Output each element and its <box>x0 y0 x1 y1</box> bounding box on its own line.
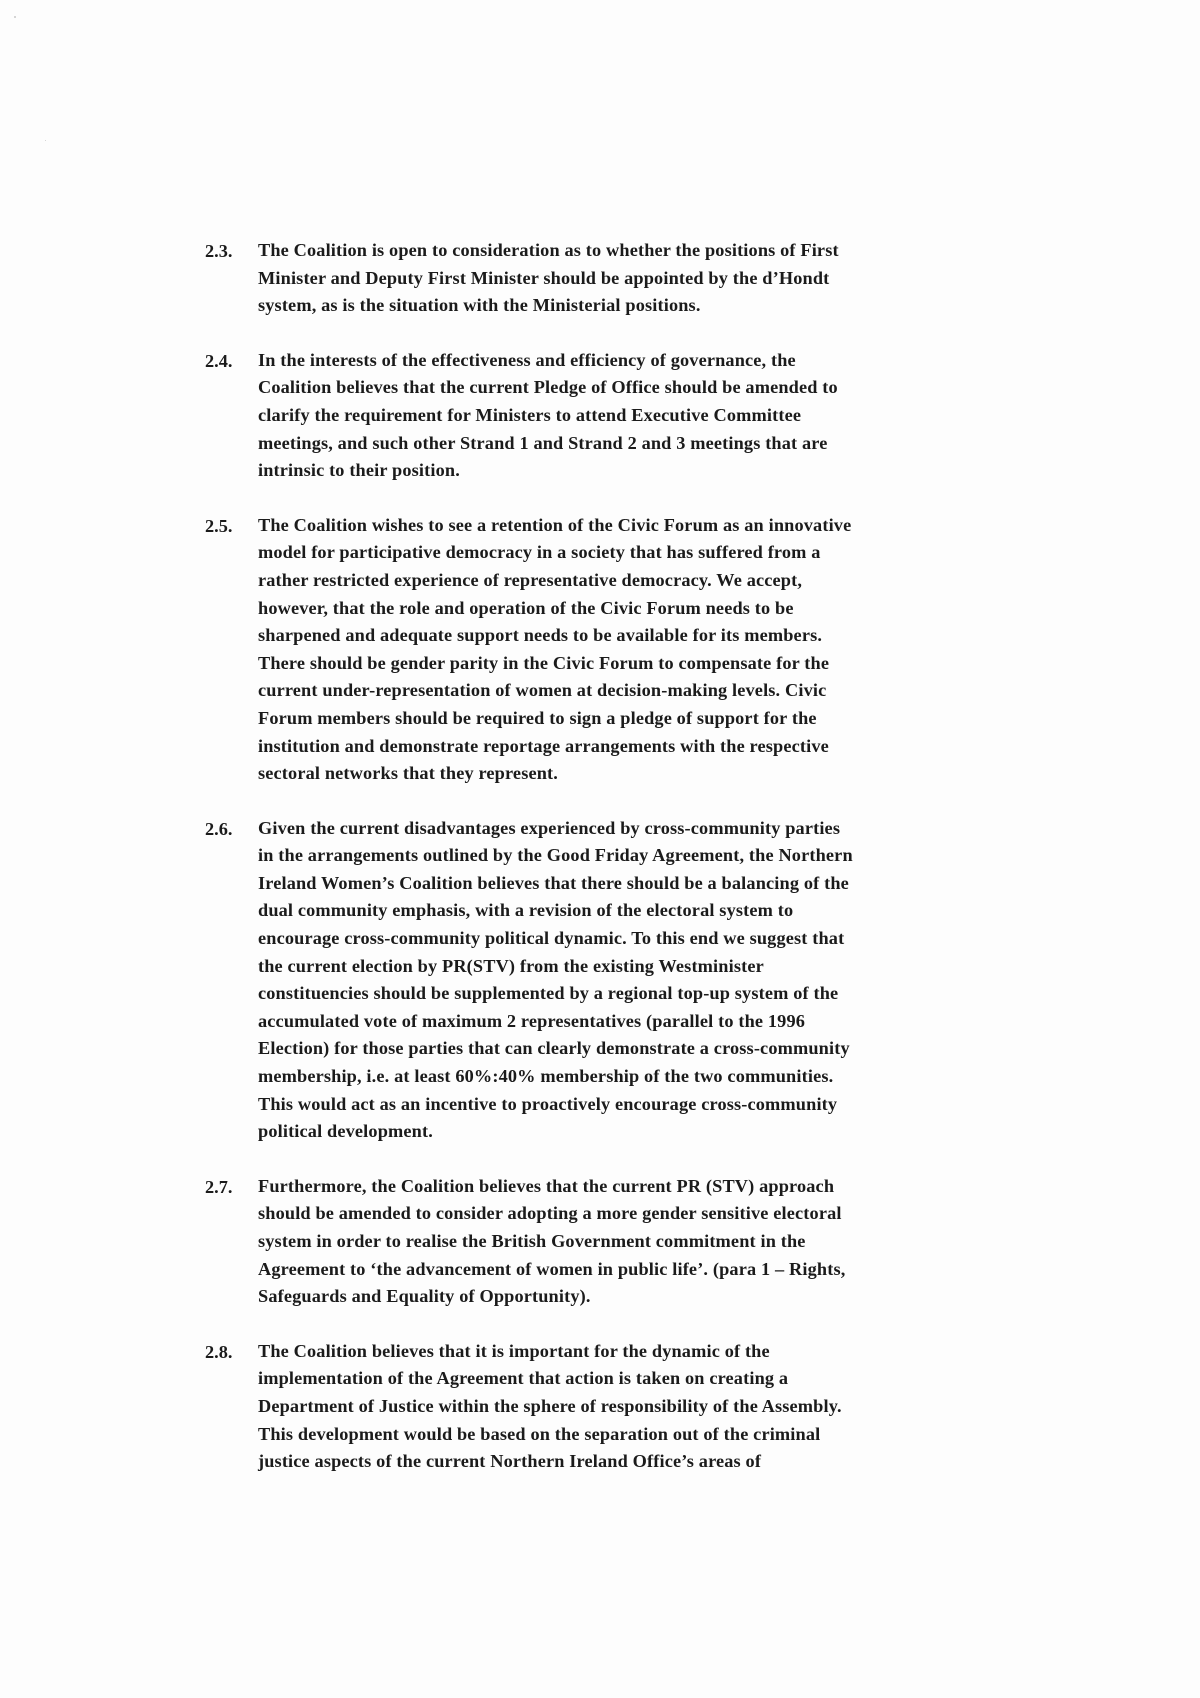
scan-speck <box>14 16 16 18</box>
text-line: the current election by PR(STV) from the existing Westminister <box>258 955 764 976</box>
paragraph-number: 2.5. <box>205 515 233 536</box>
text-line: intrinsic to their position. <box>258 460 460 481</box>
paragraph-text <box>258 1338 1025 1476</box>
text-line: justice aspects of the current Northern Ireland Office’s areas of <box>258 1451 762 1472</box>
text-line: political development. <box>258 1121 433 1142</box>
paragraph-2-7 <box>205 1173 1025 1311</box>
paragraph-text <box>258 237 1025 320</box>
text-line: model for participative democracy in a society that has suffered from a <box>258 542 821 563</box>
paragraph-2-6 <box>205 815 1025 1146</box>
text-line: In the interests of the effectiveness and efficiency of governance, the <box>258 349 796 370</box>
text-line: Coalition believes that the current Pledge of Office should be amended to <box>258 377 838 398</box>
paragraph-number: 2.4. <box>205 350 233 371</box>
paragraph-text <box>258 347 1025 485</box>
text-line: This development would be based on the separation out of the criminal <box>258 1423 821 1444</box>
text-line: system in order to realise the British Government commitment in the <box>258 1231 806 1251</box>
text-line: Election) for those parties that can clearly demonstrate a cross-community <box>258 1038 850 1059</box>
text-line: should be amended to consider adopting a more gender sensitive electoral <box>258 1203 842 1224</box>
text-line: membership, i.e. at least 60%:40% membership of the two communities. <box>258 1066 834 1087</box>
text-line: This would act as an incentive to proactively encourage cross-community <box>258 1093 838 1114</box>
paragraph-2-5 <box>205 512 1025 788</box>
text-line: in the arrangements outlined by the Good Friday Agreement, the Northern <box>258 845 853 866</box>
text-line: There should be gender parity in the Civic Forum to compensate for the <box>258 652 830 673</box>
paragraph-text <box>258 1173 1025 1311</box>
text-line: meetings, and such other Strand 1 and Strand 2 and 3 meetings that are <box>258 432 828 453</box>
text-line: Forum members should be required to sign a pledge of support for the <box>258 707 817 728</box>
text-line: Department of Justice within the sphere of responsibility of the Assembly. <box>258 1395 842 1416</box>
text-line: The Coalition wishes to see a retention of the Civic Forum as an innovative <box>258 514 852 535</box>
paragraph-number: 2.8. <box>205 1341 233 1362</box>
text-line: however, that the role and operation of the Civic Forum needs to be <box>258 597 794 618</box>
text-line: sharpened and adequate support needs to be available for its members. <box>258 625 823 646</box>
text-line: institution and demonstrate reportage arrangements with the respective <box>258 735 829 756</box>
text-line: clarify the requirement for Ministers to attend Executive Committee <box>258 404 802 425</box>
text-line: Ireland Women’s Coalition believes that there should be a balancing of the <box>258 872 849 893</box>
text-line: system, as is the situation with the Ministerial positions. <box>258 295 701 316</box>
text-line: Furthermore, the Coalition believes that the current PR (STV) approach <box>258 1175 835 1196</box>
text-line: current under-representation of women at decision-making levels. Civic <box>258 680 827 701</box>
text-line: rather restricted experience of representative democracy. We accept, <box>258 569 803 590</box>
text-line: Given the current disadvantages experienced by cross-community parties <box>258 817 841 838</box>
text-line: constituencies should be supplemented by a regional top-up system of the <box>258 983 839 1004</box>
document-body <box>205 237 1025 1503</box>
text-line: sectoral networks that they represent. <box>258 763 559 784</box>
text-line: accumulated vote of maximum 2 representatives (parallel to the 1996 <box>258 1010 806 1031</box>
paragraph-2-3 <box>205 237 1025 320</box>
paragraph-2-4 <box>205 347 1025 485</box>
paragraph-number: 2.7. <box>205 1176 233 1197</box>
text-line: dual community emphasis, with a revision of the electoral system to <box>258 900 794 921</box>
text-line: Agreement to ‘the advancement of women in public life’. (para 1 – Rights, <box>258 1258 846 1279</box>
scan-speck <box>45 140 46 141</box>
paragraph-text <box>258 815 1025 1146</box>
paragraph-number: 2.3. <box>205 241 233 261</box>
text-line: Safeguards and Equality of Opportunity). <box>258 1286 591 1307</box>
text-line: The Coalition believes that it is important for the dynamic of the <box>258 1340 770 1361</box>
text-line: encourage cross-community political dynamic. To this end we suggest that <box>258 928 845 949</box>
paragraph-number: 2.6. <box>205 818 233 839</box>
text-line: The Coalition is open to consideration as to whether the positions of First <box>258 240 839 260</box>
text-line: implementation of the Agreement that action is taken on creating a <box>258 1368 789 1389</box>
paragraph-text <box>258 512 1025 788</box>
text-line: Minister and Deputy First Minister should be appointed by the d’Hondt <box>258 267 830 288</box>
paragraph-2-8 <box>205 1338 1025 1476</box>
